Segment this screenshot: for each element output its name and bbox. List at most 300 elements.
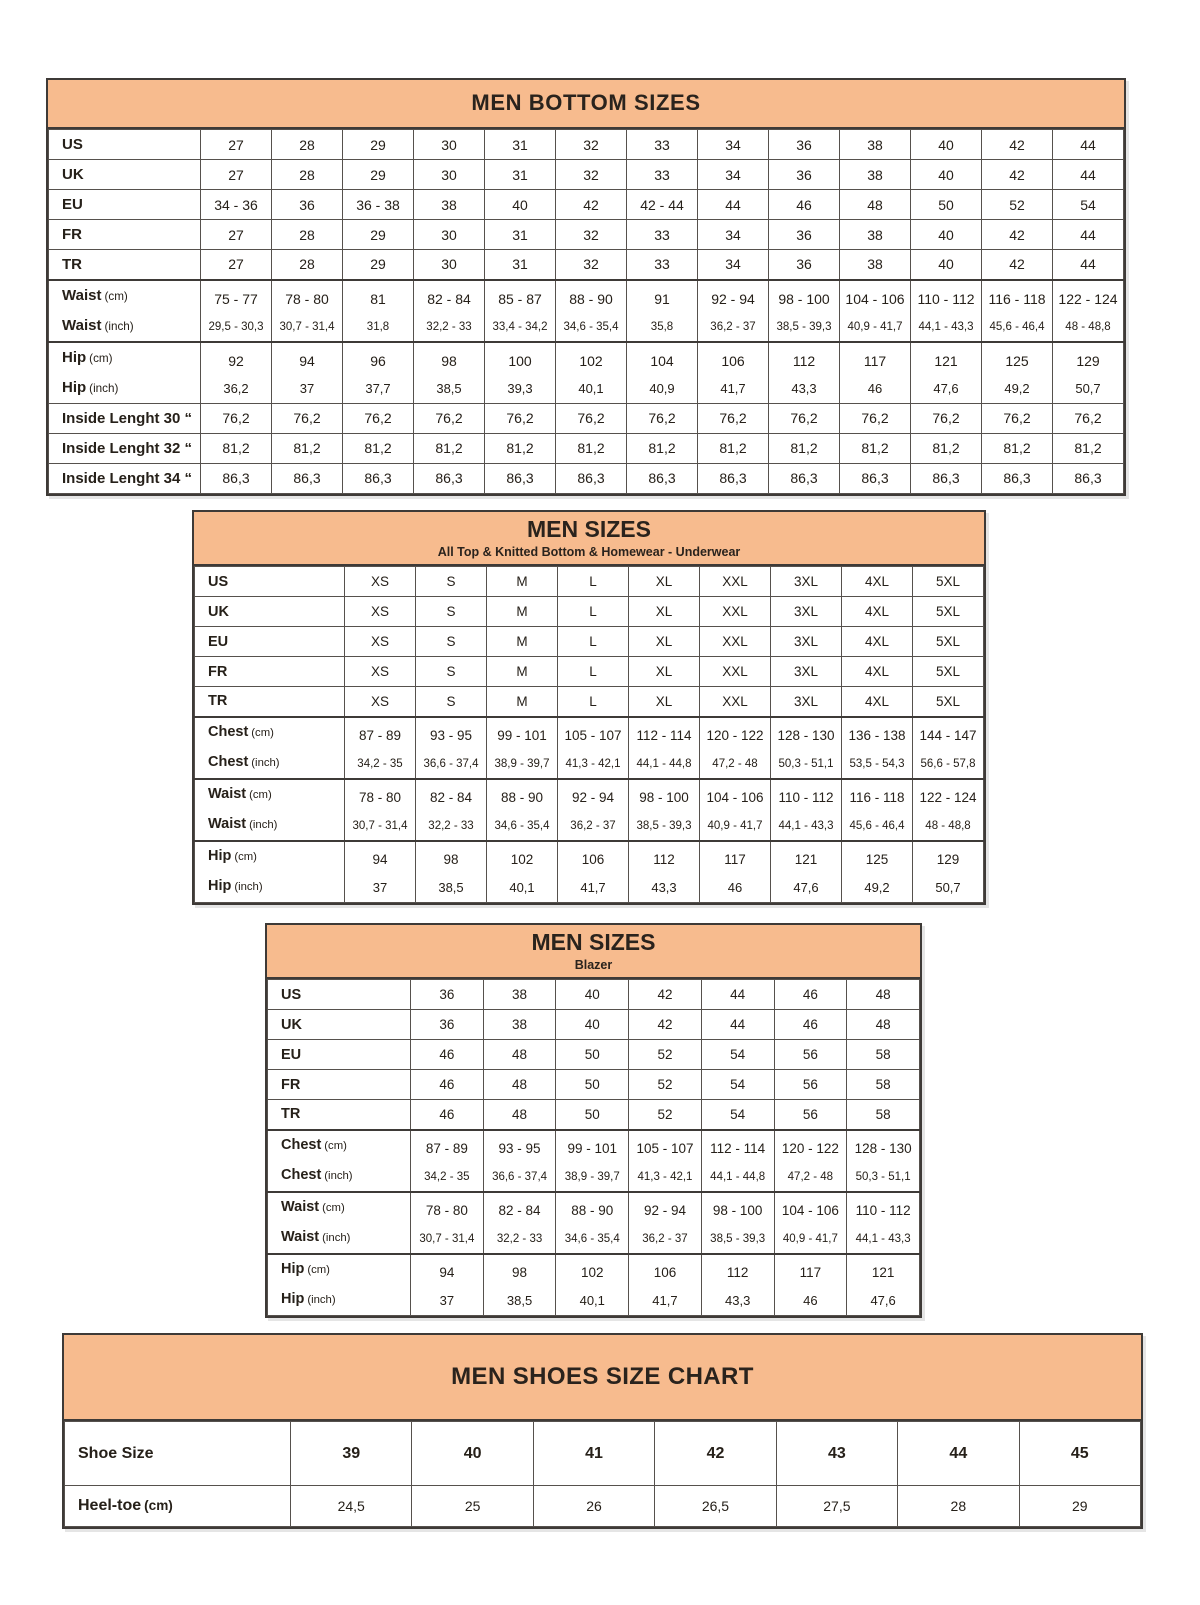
size-grid <box>194 566 984 903</box>
cell: M <box>487 627 558 657</box>
cell: 44 <box>1053 220 1124 250</box>
cell-cm-value: 93 - 95 <box>429 727 473 743</box>
cell: M <box>487 687 558 717</box>
cell: 44 <box>701 1010 774 1040</box>
row-label-unit: (cm) <box>251 726 274 739</box>
size-grid <box>64 1421 1141 1527</box>
cell-cm-value: 92 - 94 <box>643 1202 686 1218</box>
cell <box>483 1130 556 1192</box>
row-label <box>268 1070 411 1100</box>
cell-inch-value: 36,2 - 37 <box>570 819 616 832</box>
cell <box>272 342 343 404</box>
cell-inch-value: 38,5 - 39,3 <box>776 320 832 333</box>
cell: 31 <box>485 160 556 190</box>
cell: XL <box>629 567 700 597</box>
cell-cm-value: 112 - 114 <box>710 1140 766 1156</box>
row-label-text: Chest <box>281 1166 322 1183</box>
cell <box>414 280 485 342</box>
cell-cm-value: 91 <box>654 290 670 307</box>
row-label <box>195 597 345 627</box>
row-label-text: US <box>208 573 229 590</box>
row-label-line <box>62 281 200 311</box>
cell <box>343 342 414 404</box>
cell-inch-value: 47,6 <box>793 879 819 895</box>
cell-cm-value: 92 - 94 <box>711 290 755 307</box>
cell-inch-value: 40,1 <box>578 380 604 396</box>
cell: 40 <box>485 190 556 220</box>
cell-inch-value: 50,3 - 51,1 <box>855 1170 911 1183</box>
cell-inch-value: 34,6 - 35,4 <box>494 819 550 832</box>
cell-inch-value: 32,2 - 33 <box>428 819 474 832</box>
cell: L <box>558 657 629 687</box>
cell <box>1053 342 1124 404</box>
cell-inch-value: 40,9 <box>649 380 675 396</box>
cell-inch-value: 38,5 <box>506 1292 533 1308</box>
row-label-text: Waist <box>62 286 102 304</box>
cell-cm-value: 120 - 122 <box>781 1140 839 1156</box>
cell <box>847 1130 920 1192</box>
cell-inch-value: 48 - 48,8 <box>925 819 971 832</box>
cell-cm-value: 98 <box>441 352 457 369</box>
cell-cm-value: 136 - 138 <box>848 727 906 743</box>
cell-cm-value: 82 - 84 <box>498 1202 541 1218</box>
cell: 34 <box>698 160 769 190</box>
cell <box>913 779 984 841</box>
cell-inch-value: 32,2 - 33 <box>426 320 472 333</box>
cell: 24,5 <box>291 1486 412 1527</box>
cell: 36 <box>272 190 343 220</box>
cell: 86,3 <box>272 463 343 493</box>
cell: M <box>487 657 558 687</box>
cell-inch-value: 43,3 <box>651 879 677 895</box>
row-label-text: Hip <box>62 348 87 366</box>
table-row <box>49 130 1124 160</box>
cell: 46 <box>774 1010 847 1040</box>
cell-cm-value: 94 <box>372 851 388 867</box>
row-label <box>65 1486 291 1527</box>
cell: 42 <box>556 190 627 220</box>
row-label <box>49 190 201 220</box>
cell <box>913 717 984 779</box>
cell: 86,3 <box>769 463 840 493</box>
cell: 86,3 <box>414 463 485 493</box>
cell-cm-value: 98 - 100 <box>778 290 830 307</box>
cell: 3XL <box>771 597 842 627</box>
cell: 54 <box>701 1070 774 1100</box>
cell: 52 <box>982 190 1053 220</box>
cell-inch-value: 38,5 - 39,3 <box>636 819 692 832</box>
cell-inch-value: 41,7 <box>652 1292 678 1308</box>
row-label-line <box>62 373 200 403</box>
cell: 43 <box>776 1422 897 1486</box>
table-men-sizes-tops <box>192 510 986 905</box>
row-label-line <box>281 1223 410 1253</box>
cell: 76,2 <box>343 403 414 433</box>
cell: 34 <box>698 220 769 250</box>
cell: 46 <box>411 1100 484 1130</box>
row-label-text: Inside Lenght 32 “ <box>62 439 193 457</box>
cell <box>700 779 771 841</box>
cell-inch-value: 40,9 - 41,7 <box>782 1232 838 1245</box>
table-row <box>49 433 1124 463</box>
cell-inch-value: 36,2 <box>223 380 249 396</box>
cell-cm-value: 104 - 106 <box>781 1202 839 1218</box>
table-men-bottom-sizes <box>46 78 1126 496</box>
cell <box>485 280 556 342</box>
cell: 54 <box>701 1040 774 1070</box>
cell: 81,2 <box>201 433 272 463</box>
cell: 40 <box>556 1010 629 1040</box>
row-label-text: Hip <box>62 378 87 396</box>
row-label-text: FR <box>208 663 228 680</box>
table-header <box>64 1335 1141 1421</box>
row-label <box>49 433 201 463</box>
row-label-text: Waist <box>208 785 247 802</box>
row-label-line <box>281 1131 410 1161</box>
cell <box>558 717 629 779</box>
row-label <box>268 980 411 1010</box>
cell: 81,2 <box>627 433 698 463</box>
table-body <box>195 567 984 903</box>
cell: 76,2 <box>1053 403 1124 433</box>
cell: 50 <box>556 1070 629 1100</box>
cell-inch-value: 37 <box>439 1292 455 1308</box>
row-label <box>268 1100 411 1130</box>
cell: 81,2 <box>556 433 627 463</box>
cell-inch-value: 53,5 - 54,3 <box>849 757 905 770</box>
cell-inch-value: 34,2 - 35 <box>424 1170 470 1183</box>
cell-cm-value: 87 - 89 <box>358 727 402 743</box>
cell-inch-value: 40,9 - 41,7 <box>707 819 763 832</box>
cell-cm-value: 88 - 90 <box>500 789 544 805</box>
cell <box>411 1130 484 1192</box>
cell <box>700 717 771 779</box>
cell: 52 <box>629 1100 702 1130</box>
cell: XL <box>629 657 700 687</box>
row-label-text: TR <box>62 255 82 273</box>
cell <box>842 779 913 841</box>
cell-inch-value: 29,5 - 30,3 <box>208 320 264 333</box>
cell: 33 <box>627 220 698 250</box>
row-label-text: Hip <box>281 1260 305 1277</box>
table-row <box>49 190 1124 220</box>
cell: XXL <box>700 657 771 687</box>
row-label <box>195 627 345 657</box>
cell <box>201 342 272 404</box>
row-label <box>195 687 345 717</box>
cell <box>982 280 1053 342</box>
cell: 44 <box>1053 160 1124 190</box>
cell <box>771 717 842 779</box>
cell: 41 <box>533 1422 654 1486</box>
cell: 44 <box>701 980 774 1010</box>
cell: 44 <box>1053 130 1124 160</box>
cell <box>771 841 842 903</box>
cell-inch-value: 33,4 - 34,2 <box>492 320 548 333</box>
cell-inch-value: 30,7 - 31,4 <box>279 320 335 333</box>
cell: 4XL <box>842 657 913 687</box>
cell-cm-value: 98 - 100 <box>639 789 689 805</box>
row-label-line <box>208 842 344 872</box>
cell-inch-value: 50,7 <box>1075 380 1101 396</box>
cell: 27 <box>201 160 272 190</box>
cell-cm-value: 121 <box>794 851 818 867</box>
cell-cm-value: 94 <box>439 1264 455 1280</box>
cell: 28 <box>898 1486 1019 1527</box>
cell: 5XL <box>913 687 984 717</box>
cell: 33 <box>627 250 698 280</box>
cell-cm-value: 81 <box>370 290 386 307</box>
cell <box>629 1192 702 1254</box>
row-label-unit: (inch) <box>251 756 280 769</box>
cell: 39 <box>291 1422 412 1486</box>
cell-cm-value: 85 - 87 <box>498 290 542 307</box>
cell-inch-value: 44,1 - 43,3 <box>855 1232 911 1245</box>
cell <box>840 280 911 342</box>
cell-cm-value: 110 - 112 <box>917 290 975 307</box>
cell <box>769 342 840 404</box>
cell <box>556 1192 629 1254</box>
cell: 48 <box>483 1070 556 1100</box>
cell-cm-value: 87 - 89 <box>425 1140 468 1156</box>
table-row <box>195 657 984 687</box>
cell-inch-value: 50,3 - 51,1 <box>778 757 834 770</box>
cell <box>701 1254 774 1316</box>
row-label-unit: (inch) <box>89 381 119 395</box>
cell-inch-value: 44,1 - 43,3 <box>778 819 834 832</box>
row-label-unit: (cm) <box>234 850 257 863</box>
cell: 29 <box>1019 1486 1140 1527</box>
cell: 42 <box>982 250 1053 280</box>
cell-inch-value: 31,8 <box>366 320 390 333</box>
cell-cm-value: 99 - 101 <box>567 1140 618 1156</box>
cell: 58 <box>847 1100 920 1130</box>
cell: 38 <box>840 220 911 250</box>
cell-cm-value: 78 - 80 <box>358 789 402 805</box>
cell-cm-value: 112 - 114 <box>636 727 692 743</box>
cell <box>771 779 842 841</box>
cell-inch-value: 38,5 - 39,3 <box>710 1232 766 1245</box>
cell: 42 <box>629 1010 702 1040</box>
cell-cm-value: 98 <box>443 851 459 867</box>
cell: 30 <box>414 220 485 250</box>
cell: 27,5 <box>776 1486 897 1527</box>
row-label-text: UK <box>62 166 84 183</box>
cell <box>411 1254 484 1316</box>
cell: 36 <box>769 250 840 280</box>
cell <box>698 342 769 404</box>
cell-cm-value: 125 <box>865 851 889 867</box>
cell: 36 <box>411 1010 484 1040</box>
cell: 42 - 44 <box>627 190 698 220</box>
cell <box>629 841 700 903</box>
cell <box>774 1254 847 1316</box>
cell: 81,2 <box>769 433 840 463</box>
row-label <box>49 130 201 160</box>
cell: 42 <box>982 130 1053 160</box>
cell <box>911 280 982 342</box>
cell: 3XL <box>771 627 842 657</box>
cell-cm-value: 78 - 80 <box>425 1202 468 1218</box>
cell <box>627 342 698 404</box>
cell: 48 <box>840 190 911 220</box>
cell: 5XL <box>913 597 984 627</box>
table-title: MEN SIZES <box>527 516 651 543</box>
cell-cm-value: 116 - 118 <box>849 789 905 805</box>
cell-inch-value: 46 <box>803 1292 818 1308</box>
cell-inch-value: 43,3 <box>725 1292 751 1308</box>
cell: L <box>558 597 629 627</box>
cell-inch-value: 46 <box>727 879 743 895</box>
cell: 58 <box>847 1040 920 1070</box>
cell-cm-value: 117 <box>724 851 746 867</box>
row-label-text: Hip <box>208 877 232 894</box>
cell-inch-value: 35,8 <box>650 320 674 333</box>
cell: 3XL <box>771 657 842 687</box>
cell <box>343 280 414 342</box>
cell: L <box>558 687 629 717</box>
cell: 26 <box>533 1486 654 1527</box>
cell: XS <box>345 567 416 597</box>
cell: 38 <box>840 250 911 280</box>
cell-cm-value: 122 - 124 <box>1058 290 1118 307</box>
cell: 76,2 <box>201 403 272 433</box>
cell-cm-value: 112 <box>792 352 816 369</box>
cell: 81,2 <box>485 433 556 463</box>
cell-inch-value: 40,1 <box>579 1292 605 1308</box>
row-label-unit: (inch) <box>104 319 134 333</box>
table-row <box>195 567 984 597</box>
cell <box>414 342 485 404</box>
row-label-text: Chest <box>208 723 249 740</box>
row-label-text: US <box>62 136 83 153</box>
cell: 29 <box>343 160 414 190</box>
cell: 28 <box>272 130 343 160</box>
row-label-text: Inside Lenght 30 “ <box>62 409 193 427</box>
cell: 86,3 <box>911 463 982 493</box>
cell: 81,2 <box>911 433 982 463</box>
cell: 33 <box>627 130 698 160</box>
cell-cm-value: 75 - 77 <box>214 290 258 307</box>
cell <box>487 841 558 903</box>
table-header <box>194 512 984 566</box>
cell-cm-value: 82 - 84 <box>427 290 471 307</box>
cell: 86,3 <box>982 463 1053 493</box>
row-label-line <box>281 1285 410 1315</box>
cell: 34 - 36 <box>201 190 272 220</box>
table-row <box>49 250 1124 280</box>
cell-cm-value: 120 - 122 <box>706 727 764 743</box>
cell: 36 <box>411 980 484 1010</box>
cell <box>272 280 343 342</box>
table-row <box>268 1010 920 1040</box>
row-label-text: Inside Lenght 34 “ <box>62 469 193 487</box>
table-title: MEN SIZES <box>531 929 656 956</box>
cell: 29 <box>343 130 414 160</box>
cell-cm-value: 94 <box>299 352 315 369</box>
row-label-line <box>208 718 344 748</box>
table-row <box>268 1040 920 1070</box>
cell <box>698 280 769 342</box>
table-row <box>49 463 1124 493</box>
row-label <box>195 717 345 779</box>
table-row <box>268 1100 920 1130</box>
row-label-line <box>208 872 344 902</box>
cell: 42 <box>629 980 702 1010</box>
row-label-text: Waist <box>281 1228 320 1245</box>
cell: 86,3 <box>343 463 414 493</box>
cell: XS <box>345 627 416 657</box>
row-label-text: Chest <box>208 753 249 770</box>
table-row <box>49 220 1124 250</box>
cell-inch-value: 47,2 - 48 <box>787 1170 834 1183</box>
cell <box>840 342 911 404</box>
cell: 81,2 <box>982 433 1053 463</box>
row-label <box>268 1254 411 1316</box>
row-label <box>49 403 201 433</box>
cell: 40 <box>412 1422 533 1486</box>
cell: 86,3 <box>485 463 556 493</box>
cell <box>556 1254 629 1316</box>
cell-inch-value: 36,2 - 37 <box>642 1232 688 1245</box>
row-label-text: Chest <box>281 1136 322 1153</box>
cell: 56 <box>774 1040 847 1070</box>
cell: 50 <box>911 190 982 220</box>
cell: 40 <box>911 250 982 280</box>
cell: 86,3 <box>840 463 911 493</box>
cell: 38 <box>414 190 485 220</box>
cell: 29 <box>343 220 414 250</box>
table-row <box>195 687 984 717</box>
size-grid <box>267 979 920 1316</box>
cell: 27 <box>201 250 272 280</box>
cell <box>842 841 913 903</box>
cell-inch-value: 44,1 - 44,8 <box>636 757 692 770</box>
cell-inch-value: 41,7 <box>580 879 606 895</box>
cell-cm-value: 102 <box>510 851 534 867</box>
cell: 76,2 <box>698 403 769 433</box>
cell: 34 <box>698 250 769 280</box>
cell: 46 <box>769 190 840 220</box>
cell: 81,2 <box>272 433 343 463</box>
row-label <box>49 220 201 250</box>
cell: 81,2 <box>414 433 485 463</box>
cell: 46 <box>411 1070 484 1100</box>
row-label-text: Waist <box>62 316 102 334</box>
cell: 50 <box>556 1040 629 1070</box>
cell: 52 <box>629 1040 702 1070</box>
row-label-text: Heel-toe <box>78 1497 142 1514</box>
row-label-unit: (cm) <box>104 289 128 303</box>
row-label-text: EU <box>62 196 83 213</box>
table-row <box>195 627 984 657</box>
row-label-unit: (inch) <box>324 1169 353 1182</box>
cell: 86,3 <box>698 463 769 493</box>
cell-cm-value: 128 - 130 <box>777 727 835 743</box>
row-label-line <box>281 1193 410 1223</box>
cell: S <box>416 687 487 717</box>
cell: 44 <box>698 190 769 220</box>
cell: 76,2 <box>840 403 911 433</box>
table-row <box>195 597 984 627</box>
cell-cm-value: 78 - 80 <box>285 290 329 307</box>
cell <box>558 779 629 841</box>
cell <box>487 779 558 841</box>
cell: 76,2 <box>414 403 485 433</box>
cell: 44 <box>1053 250 1124 280</box>
row-label-line <box>208 748 344 778</box>
row-label-line <box>62 311 200 341</box>
